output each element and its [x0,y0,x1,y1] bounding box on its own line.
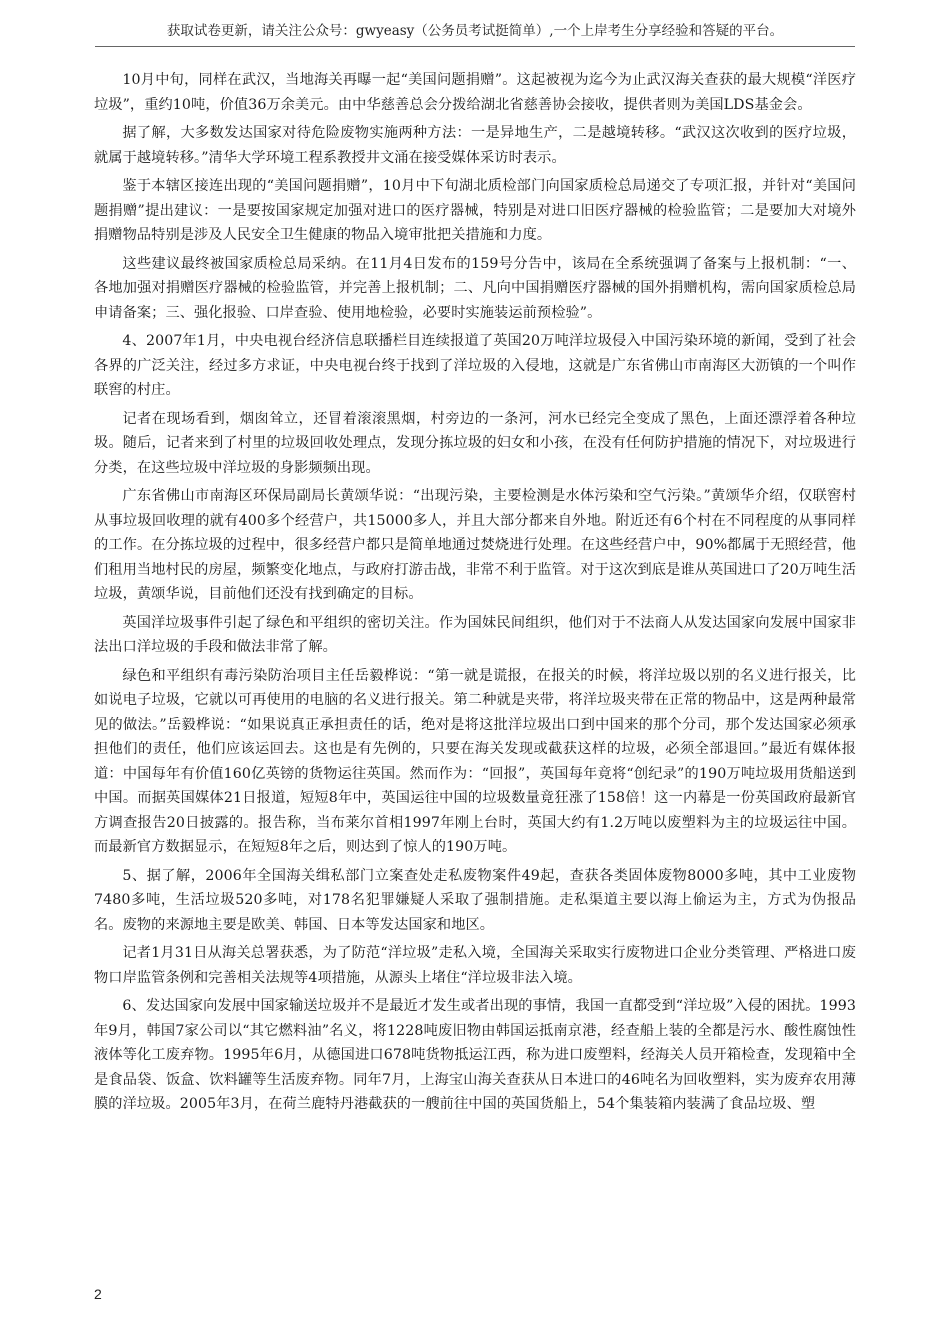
paragraph: 据了解，大多数发达国家对待危险废物实施两种方法：一是异地生产，二是越境转移。“武汉这次收到的医疗垃圾，就属于越境转移。”清华大学环境工程系教授井文涌在接受媒体采访时表示。 [94,125,856,166]
paragraph: 记者1月31日从海关总署获悉，为了防范“洋垃圾”走私入境，全国海关采取实行废物进口企业分类管理、严格进口废物口岸监管条例和完善相关法规等4项措施，从源头上堵住“洋垃圾非法入境。 [94,945,856,986]
paragraph: 这些建议最终被国家质检总局采纳。在11月4日发布的159号分告中，该局在全系统强调了备案与上报机制：“一、各地加强对捐赠医疗器械的检验监管，并完善上报机制；二、凡向中国捐赠医疗器械的国外捐赠机构，需向国家质检总局申请备案；三、强化报验、口岸查验、使用地检验，必要时实施装运前预检验”。 [94,255,856,321]
paragraph: 记者在现场看到，烟囱耸立，还冒着滚滚黑烟，村旁边的一条河，河水已经完全变成了黑色，上面还漂浮着各种垃圾。随后，记者来到了村里的垃圾回收处理点，发现分拣垃圾的妇女和小孩，在没有任何防护措施的情况下，对垃圾进行分类，在这些垃圾中洋垃圾的身影频频出现。 [94,410,856,476]
paragraph: 绿色和平组织有毒污染防治项目主任岳毅桦说：“第一就是谎报，在报关的时候，将洋垃圾以别的名义进行报关，比如说电子垃圾，它就以可再使用的电脑的名义进行报关。第二种就是夹带，将洋垃圾夹带在正常的物品中，这是两种最常见的做法。”岳毅桦说：“如果说真正承担责任的话，绝对是将这批洋垃圾出口到中国来的那个分司，那个发达国家必须承担他们的责任，他们应该运回去。这也是有先例的，只要在海关发现或截获这样的垃圾，必须全部退回。”最近有媒体报道：中国每年有价值160亿英镑的货物运往英国。然而作为：“回报”，英国每年竟将“创纪录”的190万吨垃圾用货船送到中国。而据英国媒体21日报道，短短8年中，英国运往中国的垃圾数量竟狂涨了158倍！这一内幕是一份英国政府最新官方调查报告20日披露的。报告称，当布莱尔首相1997年刚上台时，英国大约有1.2万吨以废塑料为主的垃圾运往中国。而最新官方数据显示，在短短8年之后，则达到了惊人的190万吨。 [94,667,856,855]
paragraph: 6、发达国家向发展中国家输送垃圾并不是最近才发生或者出现的事情，我国一直都受到“洋垃圾”入侵的困扰。1993年9月，韩国7家公司以“其它燃料油”名义，将1228吨废旧物由韩国运抵南京港，经查船上装的全都是污水、酸性腐蚀性液体等化工废弃物。1995年6月，从德国进口678吨货物抵运江西，称为进口废塑料，经海关人员开箱检查，发现箱中全是食品袋、饭盒、饮料罐等生活废弃物。同年7月，上海宝山海关查获从日本进口的46吨名为回收塑料，实为废弃农用薄膜的洋垃圾。2005年3月，在荷兰鹿特丹港截获的一艘前往中国的英国货船上，54个集装箱内装满了食品垃圾、塑 [94,998,856,1112]
document-body [94,68,856,1121]
paragraph: 广东省佛山市南海区环保局副局长黄颂华说：“出现污染，主要检测是水体污染和空气污染。”黄颂华介绍，仅联窖村从事垃圾回收理的就有400多个经营户，共15000多人，并且大部分都来自外地。附近还有6个村在不同程度的从事同样的工作。在分拣垃圾的过程中，很多经营户都只是简单地通过焚烧进行处理。在这些经营户中，90%都属于无照经营，他们租用当地村民的房屋，频繁变化地点，与政府打游击战，非常不利于监管。对于这次到底是谁从英国进口了20万吨生活垃圾，黄颂华说，目前他们还没有找到确定的目标。 [94,488,856,602]
paragraph: 4、2007年1月，中央电视台经济信息联播栏目连续报道了英国20万吨洋垃圾侵入中国污染环境的新闻，受到了社会各界的广泛关注，经过多方求证，中央电视台终于找到了洋垃圾的入侵地，这就是广东省佛山市南海区大沥镇的一个叫作联窖的村庄。 [94,333,856,398]
page-header-notice: 获取试卷更新，请关注公众号：gwyeasy（公务员考试挺简单）,一个上岸考生分享经验和答疑的平台。 [95,20,855,47]
paragraph: 10月中旬，同样在武汉，当地海关再曝一起“美国问题捐赠”。这起被视为迄今为止武汉海关查获的最大规模“洋医疗垃圾”，重约10吨，价值36万余美元。由中华慈善总会分拨给湖北省慈善协会接收，提供者则为美国LDS基金会。 [94,72,856,113]
paragraph: 英国洋垃圾事件引起了绿色和平组织的密切关注。作为国妹民间组织，他们对于不法商人从发达国家向发展中国家非法出口洋垃圾的手段和做法非常了解。 [94,614,856,655]
page-number: 2 [94,1286,102,1302]
paragraph: 5、据了解，2006年全国海关缉私部门立案查处走私废物案件49起，查获各类固体废物8000多吨，其中工业废物7480多吨，生活垃圾520多吨，对178名犯罪嫌疑人采取了强制措施。走私渠道主要以海上偷运为主，方式为伪报品名。废物的来源地主要是欧美、韩国、日本等发达国家和地区。 [94,867,856,933]
paragraph: 鉴于本辖区接连出现的“美国问题捐赠”，10月中下旬湖北质检部门向国家质检总局递交了专项汇报，并针对“美国问题捐赠”提出建议：一是要按国家规定加强对进口的医疗器械，特别是对进口旧医疗器械的检验监管；二是要加大对境外捐赠物品特别是涉及人民安全卫生健康的物品入境审批把关措施和力度。 [94,178,856,243]
